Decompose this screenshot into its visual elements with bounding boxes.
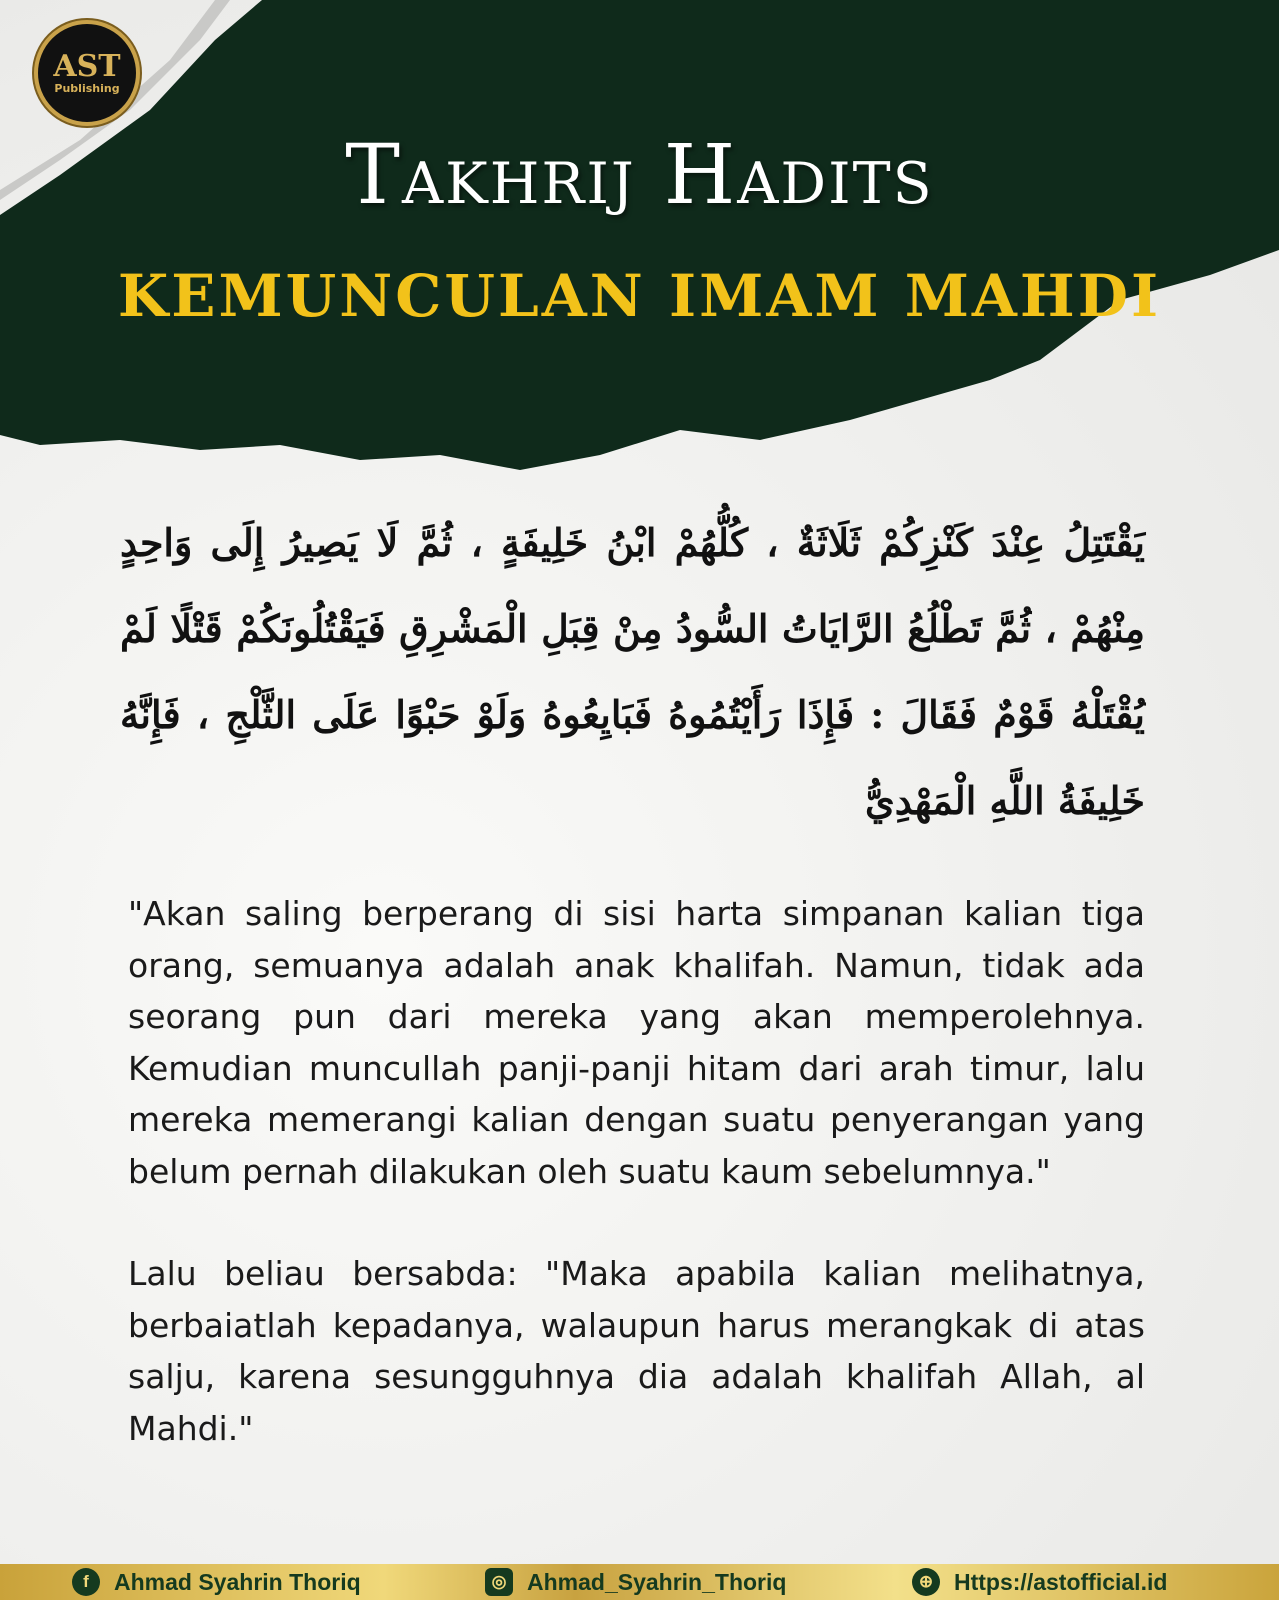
instagram-label: Ahmad_Syahrin_Thoriq — [527, 1568, 787, 1595]
facebook-icon: f — [72, 1568, 100, 1596]
logo-text: AST — [53, 48, 121, 84]
logo-subtext: Publishing — [54, 81, 120, 95]
torn-green-banner — [0, 0, 1279, 490]
translation-paragraph: Lalu beliau bersabda: "Maka apabila kalian melihatnya, berbaiatlah kepadanya, walaupun harus merangkak di atas salju, karena sesungguhnya dia adalah khalifah Allah, al Mahdi." — [128, 1254, 1145, 1448]
ast-publishing-logo — [34, 20, 140, 126]
page-subtitle: KEMUNCULAN IMAM MAHDI — [117, 262, 1162, 330]
instagram-link[interactable] — [485, 1568, 786, 1596]
footer-bar — [0, 1564, 1279, 1600]
page-title: Takhrij Hadits — [345, 128, 934, 223]
facebook-label: Ahmad Syahrin Thoriq — [114, 1568, 361, 1595]
globe-icon: ⊕ — [912, 1568, 940, 1596]
translation-paragraph: "Akan saling berperang di sisi harta simpanan kalian tiga orang, semuanya adalah anak khalifah. Namun, tidak ada seorang pun dari mereka yang akan memperolehnya. Kemudian muncullah panji-panji hitam dari arah timur, lalu mereka memerangi kalian dengan suatu penyerangan yang belum pernah dilakukan oleh suatu kaum sebelumnya." — [128, 894, 1145, 1191]
website-label: Https://astofficial.id — [954, 1568, 1168, 1595]
instagram-icon: ◎ — [485, 1568, 513, 1596]
facebook-link[interactable] — [72, 1568, 361, 1596]
translation — [128, 888, 1145, 1505]
arabic-hadith-text: يَقْتَتِلُ عِنْدَ كَنْزِكُمْ ثَلَاثَةٌ ، كُلُّهُمْ ابْنُ خَلِيفَةٍ ، ثُمَّ لَا يَصِيرُ إِلَى وَاحِدٍ مِنْهُمْ ، ثُمَّ تَطْلُعُ الرَّايَاتُ السُّودُ مِنْ قِبَلِ الْمَشْرِقِ فَيَقْتُلُونَكُمْ قَتْلًا لَمْ يُقْتَلْهُ قَوْمٌ فَقَالَ : فَإِذَا رَأَيْتُمُوهُ فَبَايِعُوهُ وَلَوْ حَبْوًا عَلَى الثَّلْجِ ، فَإِنَّهُ خَلِيفَةُ اللَّهِ الْمَهْدِيُّ — [120, 520, 1145, 823]
website-link[interactable] — [912, 1568, 1167, 1596]
